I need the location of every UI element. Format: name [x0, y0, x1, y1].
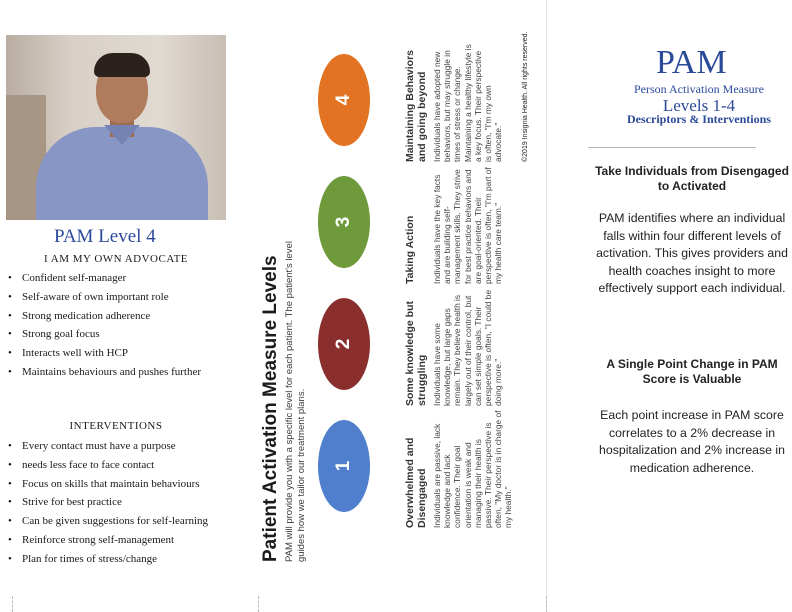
- list-item: • Strive for best practice: [8, 493, 226, 512]
- pam-subtitle: Person Activation Measure: [634, 82, 764, 96]
- level-number: 1: [333, 460, 354, 472]
- level-3-badge: [318, 176, 370, 268]
- fold-mark: [12, 596, 14, 612]
- list-item: • Plan for times of stress/change: [8, 550, 226, 569]
- level-title: PAM Level 4: [54, 226, 156, 247]
- rotated-content: [252, 0, 542, 612]
- section-body: PAM identifies where an individual falls within four different levels of activation. This gives providers and health coaches insight to more effectively support each individual.: [596, 211, 788, 296]
- level-number: 4: [333, 94, 354, 106]
- panel-divider: [546, 0, 547, 612]
- level-2-badge: [318, 298, 370, 390]
- fold-mark: [546, 596, 548, 612]
- panel-intro: PAM will provide you with a specific level for each patient. The patient's level guides how we tailor our treatment plans.: [284, 241, 307, 562]
- list-item: • Strong medication adherence: [8, 307, 226, 326]
- list-item: • Focus on skills that maintain behaviours: [8, 475, 226, 494]
- level-2-heading: Some knowledge but struggling: [404, 300, 428, 406]
- section-body: Each point increase in PAM score correlates to a 2% decrease in hospitalization and 2% increase in medication adherence.: [599, 408, 785, 475]
- level-4-badge: [318, 54, 370, 146]
- level-1-heading: Overwhelmed and Disengaged: [404, 437, 428, 528]
- advocate-subtitle: I AM MY OWN ADVOCATE: [43, 253, 189, 265]
- fold-mark: [258, 596, 260, 612]
- panel-title: Patient Activation Measure Levels: [260, 255, 281, 562]
- list-item: • Self-aware of own important role: [8, 288, 226, 307]
- portrait-photo: [6, 35, 226, 220]
- left-panel: [0, 0, 238, 612]
- list-item: • Interacts well with HCP: [8, 344, 226, 363]
- level-4-heading: Maintaining Behaviors and going beyond: [404, 49, 428, 162]
- list-item: • Can be given suggestions for self-learning: [8, 512, 226, 531]
- level-number: 3: [333, 216, 354, 228]
- copyright: ©2019 Insignia Health. All rights reserved.: [522, 31, 529, 162]
- level-number: 2: [333, 338, 354, 350]
- level-2-description: Individuals have some knowledge, but large gaps remain. They believe health is largely out of their control, but can set simple goals. Their perspective is often, "I could be doing more.": [432, 289, 504, 406]
- traits-list: [8, 269, 226, 382]
- interventions-list: [8, 437, 226, 569]
- list-item: • Strong goal focus: [8, 325, 226, 344]
- level-4-description: Individuals have adopted new behaviors, but may struggle in times of stress or change. Maintaining a healthy lifestyle is a key focus. Their perspective is often, "I'm my own advocate.": [432, 44, 504, 162]
- level-3-description: Individuals have the key facts and are building self-management skills. They strive for best practice behaviors and are goal-oriented. Their perspective is often, "I'm part of my health care team.": [432, 167, 504, 284]
- descriptors-label: Descriptors & Interventions: [627, 112, 771, 126]
- interventions-heading: INTERVENTIONS: [69, 420, 163, 432]
- level-3-heading: Taking Action: [404, 215, 416, 284]
- section-heading: A Single Point Change in PAM Score is Valuable: [606, 357, 778, 386]
- level-1-badge: [318, 420, 370, 512]
- section-heading: Take Individuals from Disengaged to Activated: [595, 164, 789, 193]
- levels-label: Levels 1-4: [662, 96, 736, 115]
- divider: [588, 147, 756, 148]
- pam-title: PAM: [656, 44, 727, 81]
- list-item: • Every contact must have a purpose: [8, 437, 226, 456]
- list-item: • needs less face to face contact: [8, 456, 226, 475]
- list-item: • Maintains behaviours and pushes further: [8, 363, 226, 382]
- level-1-description: Individuals are passive, lack knowledge and lack confidence. Their goal orientation is weak and managing their health is passive. Their perspective is often, "My doctor is in charge of my health.": [432, 410, 514, 528]
- levels-panel: [252, 0, 542, 612]
- list-item: • Confident self-manager: [8, 269, 226, 288]
- cover-panel: [548, 0, 792, 612]
- list-item: • Reinforce strong self-management: [8, 531, 226, 550]
